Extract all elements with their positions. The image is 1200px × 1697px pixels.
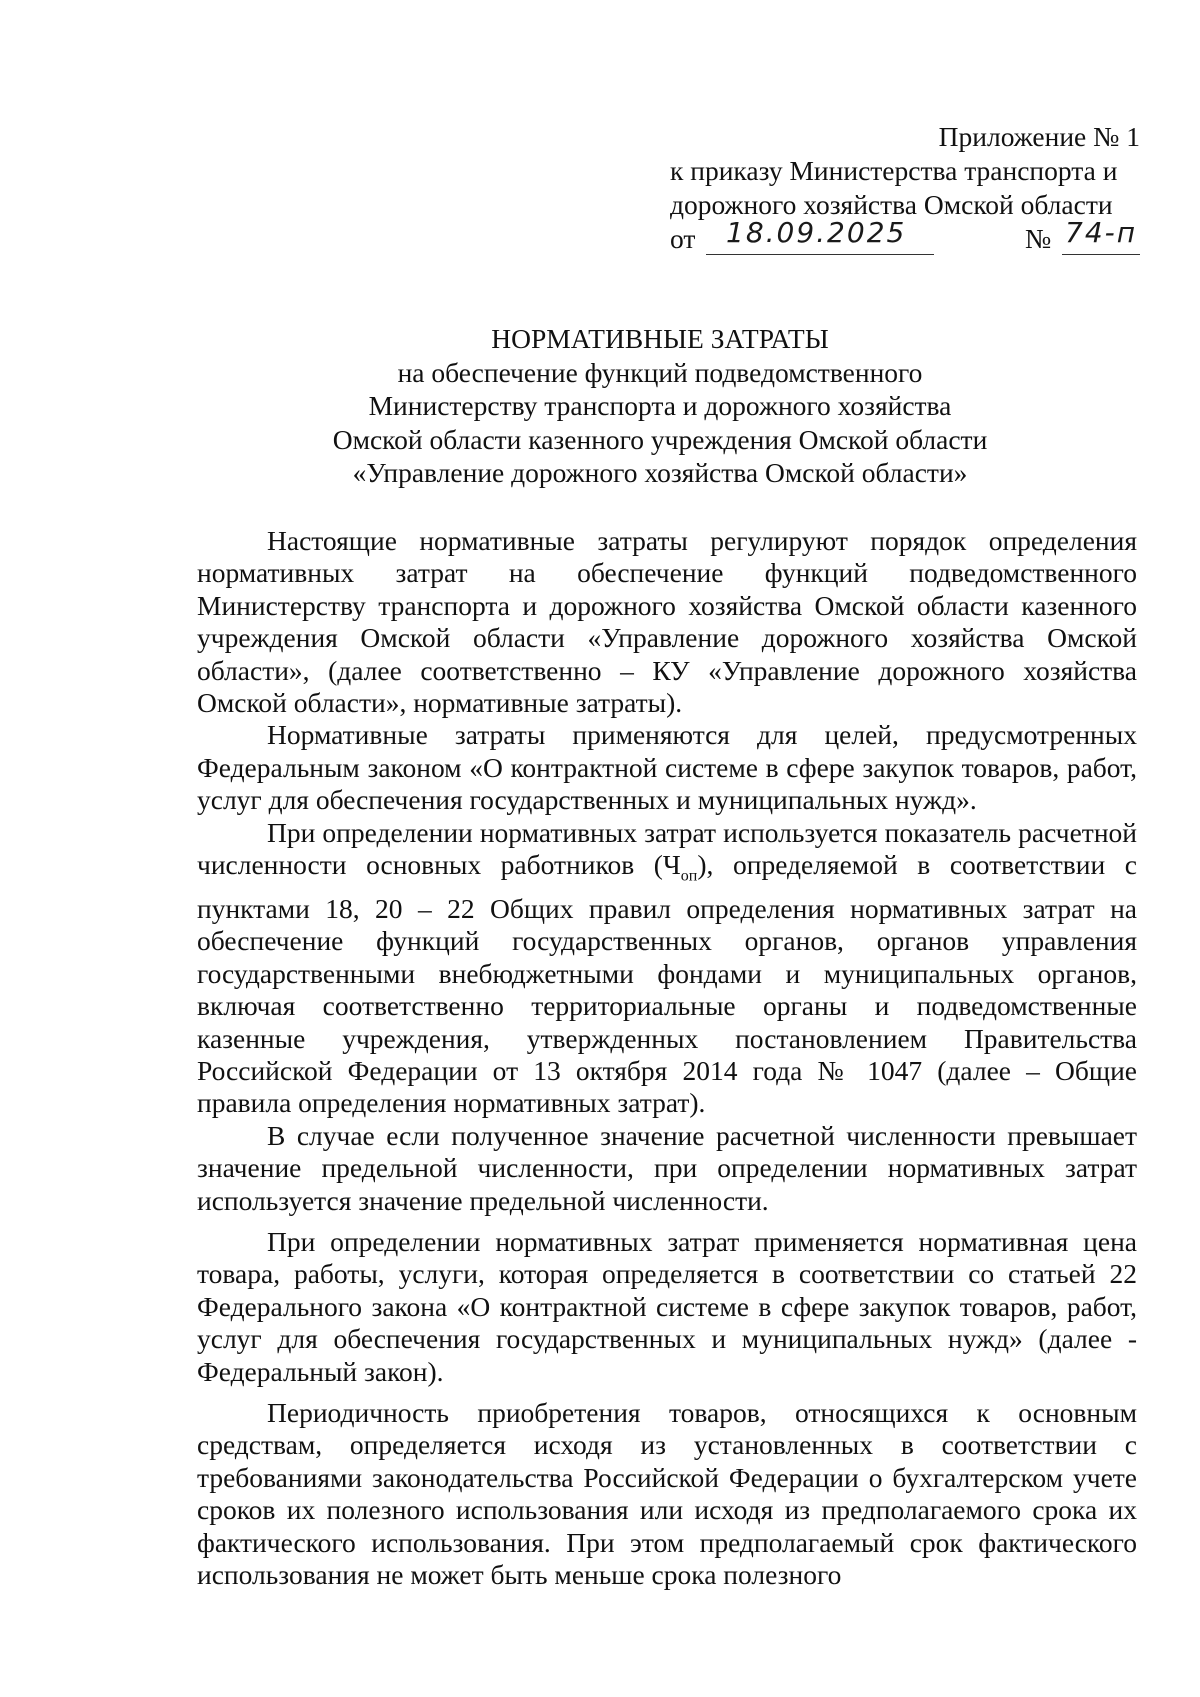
appendix-order-line: к приказу Министерства транспорта и xyxy=(670,155,1118,186)
appendix-ministry-line: дорожного хозяйства Омской области xyxy=(670,189,1113,220)
title-line-5: «Управление дорожного хозяйства Омской области» xyxy=(352,457,968,488)
handwritten-number: 74-п xyxy=(1065,216,1138,249)
paragraph-1: Настоящие нормативные затраты регулируют порядок определения нормативных затрат на обеспечение функций подведомственного Министерству транспорта и дорожного хозяйства Омской области казенного учреждения Омской области «Управление дорожного хозяйства Омской области», (далее соответственно – КУ «Управление дорожного хозяйства Омской области», нормативные затраты). xyxy=(197,525,1137,719)
paragraph-3-start: При определении нормативных затрат используется показатель расчетной численности основных работников (Ч xyxy=(197,816,1137,881)
date-underline xyxy=(706,254,934,255)
paragraph-3 xyxy=(197,817,1137,1120)
appendix-number: Приложение № 1 xyxy=(938,121,1140,152)
number-underline xyxy=(1062,254,1140,255)
title-main: НОРМАТИВНЫЕ ЗАТРАТЫ xyxy=(491,323,829,354)
order-date-number-line xyxy=(670,216,1140,260)
handwritten-date: 18.09.2025 xyxy=(726,216,907,249)
document-body xyxy=(197,525,1137,1592)
paragraph-4: В случае если полученное значение расчетной численности превышает значение предельной численности, при определении нормативных затрат используется значение предельной численности. xyxy=(197,1119,1137,1216)
paragraph-2: Нормативные затраты применяются для целей, предусмотренных Федеральным законом «О контрактной системе в сфере закупок товаров, работ, услуг для обеспечения государственных и муниципальных нужд». xyxy=(197,719,1137,816)
appendix-header xyxy=(670,120,1140,260)
title-line-3: Министерству транспорта и дорожного хозяйства xyxy=(368,390,952,421)
document-title xyxy=(180,322,1140,490)
date-label: от xyxy=(670,223,696,254)
paragraph-3-rest: ), определяемой в соответствии с пунктами 18, 20 – 22 Общих правил определения нормативных затрат на обеспечение функций государственных органов, органов управления государственными внебюджетными фондами и муниципальных органов, включая соответственно территориальные органы и подведомственные казенные учреждения, утвержденных постановлением Правительства Российской Федерации от 13 октября 2014 года № 1047 (далее – Общие правила определения нормативных затрат). xyxy=(197,849,1137,1119)
paragraph-5: При определении нормативных затрат применяется нормативная цена товара, работы, услуги, которая определяется в соответствии со статьей 22 Федерального закона «О контрактной системе в сфере закупок товаров, работ, услуг для обеспечения государственных и муниципальных нужд» (далее - Федеральный закон). xyxy=(197,1226,1137,1387)
paragraph-6: Периодичность приобретения товаров, относящихся к основным средствам, определяется исходя из установленных в соответствии с требованиями законодательства Российской Федерации о бухгалтерском учете сроков их полезного использования или исходя из предполагаемого срока их фактического использования. При этом предполагаемый срок фактического использования не может быть меньше срока полезного xyxy=(197,1397,1137,1591)
number-label: № xyxy=(1025,223,1052,254)
title-line-4: Омской области казенного учреждения Омской области xyxy=(332,423,988,455)
paragraph-3-subscript: оп xyxy=(680,867,698,885)
title-line-2: на обеспечение функций подведомственного xyxy=(397,356,923,388)
